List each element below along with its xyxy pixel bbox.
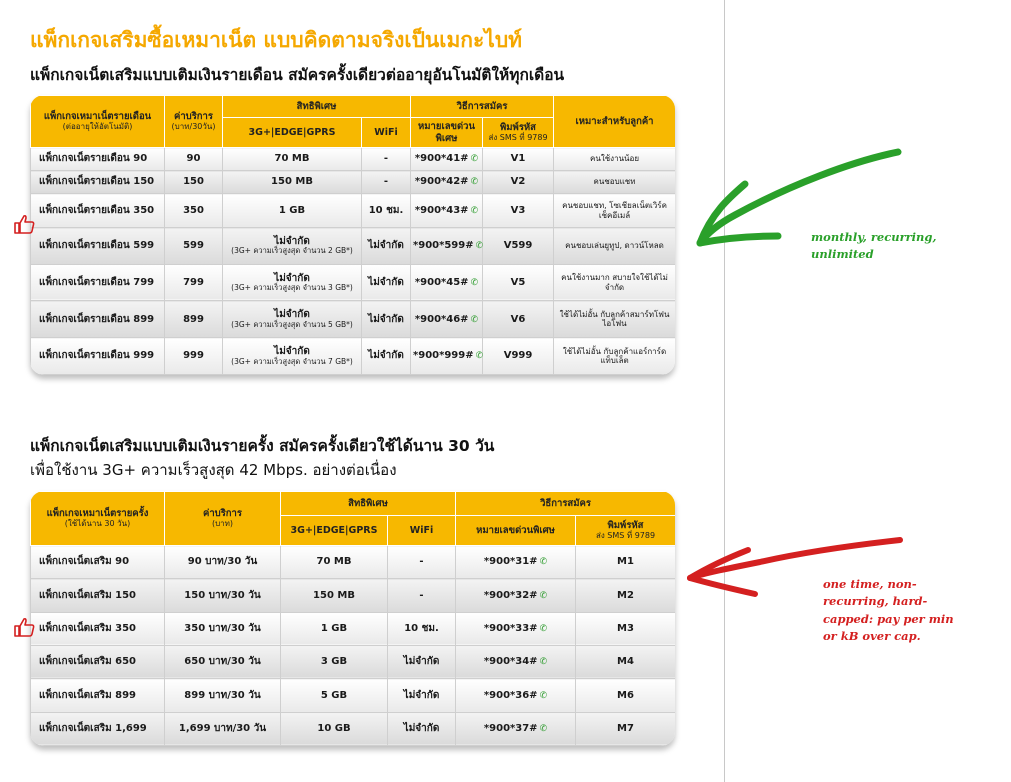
code-text: *900*31# <box>483 556 538 568</box>
phone-icon: ✆ <box>539 724 548 735</box>
package-name: แพ็กเกจเน็ตเสริม 350 <box>31 612 165 645</box>
phone-icon: ✆ <box>539 590 548 601</box>
package-name: แพ็กเกจเน็ตเสริม 150 <box>31 579 165 612</box>
package-code <box>456 645 576 678</box>
data-amount: 1 GB <box>278 204 306 216</box>
package-name: แพ็กเกจเน็ตเสริม 90 <box>31 546 165 579</box>
code-text: *900*43# <box>414 204 469 216</box>
suitable-text: คนชอบเล่นยูทูป, ดาวน์โหลด <box>565 241 664 251</box>
code-text: *900*999# <box>413 350 474 362</box>
package-fee: 150 บาท/30 วัน <box>165 579 281 612</box>
green-annotation-text: monthly, recurring, unlimited <box>811 230 937 262</box>
suitable-text: ใช้ได้ไม่อั้น กับลูกค้าสมาร์ทโฟน <box>559 310 670 320</box>
package-fee: 899 บาท/30 วัน <box>165 679 281 712</box>
package-sms: M4 <box>576 645 675 678</box>
header-speed: 3G+|EDGE|GPRS <box>281 516 388 546</box>
package-sms: M1 <box>576 546 675 579</box>
package-code <box>411 301 483 338</box>
package-suitable <box>554 171 675 194</box>
package-fee: 999 <box>165 338 223 375</box>
header-apply: วิธีการสมัคร <box>456 492 675 516</box>
package-name: แพ็กเกจเน็ตรายเดือน 90 <box>31 148 165 171</box>
header-package: แพ็กเกจเหมาเน็ตรายครั้ง (ใช้ได้นาน 30 วัน) <box>31 492 165 546</box>
package-suitable <box>554 301 675 338</box>
suitable-text: คนใช้งานน้อย <box>590 154 639 164</box>
package-data <box>223 264 362 301</box>
header-suitable: เหมาะสำหรับลูกค้า <box>554 96 675 148</box>
header-speed: 3G+|EDGE|GPRS <box>223 118 362 148</box>
header-fee: ค่าบริการ (บาท) <box>165 492 281 546</box>
package-code <box>411 228 483 265</box>
package-data <box>223 338 362 375</box>
suitable-text: คนชอบแชท <box>593 177 636 187</box>
package-code <box>411 171 483 194</box>
section1-heading: แพ็กเกจเน็ตเสริมแบบเติมเงินรายเดือน สมัครครั้งเดียวต่ออายุอันโนมัติให้ทุกเดือน <box>30 66 565 84</box>
package-code <box>456 679 576 712</box>
package-name: แพ็กเกจเน็ตรายเดือน 799 <box>31 264 165 301</box>
package-wifi: ไม่จำกัด <box>388 645 456 678</box>
package-fee: 350 บาท/30 วัน <box>165 612 281 645</box>
package-fee: 350 <box>165 194 223 228</box>
package-sms: V5 <box>483 264 554 301</box>
code-text: *900*33# <box>483 623 538 635</box>
table-row <box>31 194 676 228</box>
package-wifi: ไม่จำกัด <box>362 301 411 338</box>
package-sms: M7 <box>576 712 675 745</box>
code-text: *900*37# <box>483 723 538 735</box>
data-amount: ไม่จำกัด <box>274 346 310 358</box>
data-amount: ไม่จำกัด <box>274 272 310 284</box>
package-name: แพ็กเกจเน็ตเสริม 1,699 <box>31 712 165 745</box>
package-name: แพ็กเกจเน็ตรายเดือน 599 <box>31 228 165 265</box>
page-divider-line <box>724 0 725 782</box>
package-suitable <box>554 338 675 375</box>
phone-icon: ✆ <box>539 657 548 668</box>
section2-heading: แพ็กเกจเน็ตเสริมแบบเติมเงินรายครั้ง สมัครครั้งเดียวใช้ได้นาน 30 วัน <box>30 437 495 455</box>
package-suitable <box>554 264 675 301</box>
package-code <box>411 264 483 301</box>
package-sms: V599 <box>483 228 554 265</box>
code-text: *900*46# <box>414 313 469 325</box>
header-fee: ค่าบริการ (บาท/30วัน) <box>165 96 223 148</box>
package-data <box>223 301 362 338</box>
header-code: หมายเลขด่วนพิเศษ <box>411 118 483 148</box>
header-wifi: WiFi <box>362 118 411 148</box>
package-name: แพ็กเกจเน็ตรายเดือน 899 <box>31 301 165 338</box>
package-sms: M2 <box>576 579 675 612</box>
table-row <box>31 579 676 612</box>
package-sms: V6 <box>483 301 554 338</box>
code-text: *900*42# <box>414 176 469 188</box>
header-wifi: WiFi <box>388 516 456 546</box>
phone-icon: ✆ <box>475 351 484 362</box>
package-wifi: ไม่จำกัด <box>388 712 456 745</box>
package-code <box>411 338 483 375</box>
package-code <box>456 546 576 579</box>
suitable-text: แท็บเล็ต <box>600 356 629 366</box>
code-text: *900*599# <box>413 240 474 252</box>
package-code <box>456 579 576 612</box>
monthly-package-table <box>30 95 675 375</box>
data-note: (3G+ ความเร็วสูงสุด จำนวน 7 GB*) <box>231 356 353 366</box>
data-note: (3G+ ความเร็วสูงสุด จำนวน 3 GB*) <box>231 283 353 293</box>
code-text: *900*32# <box>483 589 538 601</box>
suitable-text: คนใช้งานมาก สบายใจใช้ได้ไม่จำกัด <box>561 273 668 292</box>
package-sms: M6 <box>576 679 675 712</box>
package-sms: V1 <box>483 148 554 171</box>
data-amount: 70 MB <box>274 153 310 165</box>
header-package: แพ็กเกจเหมาเน็ตรายเดือน (ต่ออายุให้อัตโนมัติ) <box>31 96 165 148</box>
code-text: *900*36# <box>483 689 538 701</box>
package-code <box>411 194 483 228</box>
package-data <box>223 228 362 265</box>
package-wifi: ไม่จำกัด <box>388 679 456 712</box>
phone-icon: ✆ <box>470 205 479 216</box>
table-row <box>31 612 676 645</box>
data-amount: ไม่จำกัด <box>274 235 310 247</box>
one-time-package-table <box>30 491 675 746</box>
package-data: 150 MB <box>281 579 388 612</box>
table-row <box>31 301 676 338</box>
suitable-text: คนชอบแชท, โซเชียลเน็ตเวิร์ค <box>562 201 667 211</box>
package-data: 70 MB <box>281 546 388 579</box>
phone-icon: ✆ <box>470 177 479 188</box>
package-name: แพ็กเกจเน็ตเสริม 899 <box>31 679 165 712</box>
code-text: *900*34# <box>483 656 538 668</box>
phone-icon: ✆ <box>475 241 484 252</box>
suitable-text: เช็คอีเมล์ <box>598 210 631 220</box>
header-privileges: สิทธิพิเศษ <box>223 96 411 118</box>
package-data <box>223 171 362 194</box>
package-data: 5 GB <box>281 679 388 712</box>
package-suitable <box>554 194 675 228</box>
package-name: แพ็กเกจเน็ตรายเดือน 150 <box>31 171 165 194</box>
package-data: 1 GB <box>281 612 388 645</box>
package-data: 10 GB <box>281 712 388 745</box>
thumbs-up-icon <box>13 617 35 637</box>
data-amount: ไม่จำกัด <box>274 309 310 321</box>
table-row <box>31 148 676 171</box>
package-wifi: ไม่จำกัด <box>362 338 411 375</box>
header-sms: พิมพ์รหัส ส่ง SMS ที่ 9789 <box>483 118 554 148</box>
phone-icon: ✆ <box>539 557 548 568</box>
phone-icon: ✆ <box>470 277 479 288</box>
table-row <box>31 264 676 301</box>
phone-icon: ✆ <box>470 314 479 325</box>
table-row <box>31 645 676 678</box>
data-note: (3G+ ความเร็วสูงสุด จำนวน 5 GB*) <box>231 319 353 329</box>
header-sms: พิมพ์รหัส ส่ง SMS ที่ 9789 <box>576 516 675 546</box>
package-name: แพ็กเกจเน็ตรายเดือน 350 <box>31 194 165 228</box>
package-suitable <box>554 148 675 171</box>
section2-subheading: เพื่อใช้งาน 3G+ ความเร็วสูงสุด 42 Mbps. อย่างต่อเนื่อง <box>30 461 397 479</box>
package-fee: 650 บาท/30 วัน <box>165 645 281 678</box>
red-annotation-text: one time, non- recurring, hard- capped: pay per min or kB over cap. <box>823 577 954 643</box>
package-fee: 799 <box>165 264 223 301</box>
data-note: (3G+ ความเร็วสูงสุด จำนวน 2 GB*) <box>231 246 353 256</box>
package-fee: 150 <box>165 171 223 194</box>
suitable-text: ใช้ได้ไม่อั้น กับลูกค้าแอร์การ์ด <box>562 346 667 356</box>
package-sms: V2 <box>483 171 554 194</box>
package-code <box>411 148 483 171</box>
table-row <box>31 546 676 579</box>
package-wifi: ไม่จำกัด <box>362 228 411 265</box>
table-row <box>31 338 676 375</box>
package-name: แพ็กเกจเน็ตรายเดือน 999 <box>31 338 165 375</box>
page-title: แพ็กเกจเสริมซื้อเหมาเน็ต แบบคิดตามจริงเป็นเมกะไบท์ <box>30 28 523 52</box>
package-wifi: 10 ชม. <box>362 194 411 228</box>
package-wifi: - <box>362 148 411 171</box>
package-fee: 1,699 บาท/30 วัน <box>165 712 281 745</box>
header-code: หมายเลขด่วนพิเศษ <box>456 516 576 546</box>
package-fee: 90 <box>165 148 223 171</box>
package-wifi: - <box>388 546 456 579</box>
package-wifi: - <box>388 579 456 612</box>
phone-icon: ✆ <box>539 624 548 635</box>
package-data <box>223 148 362 171</box>
header-privileges: สิทธิพิเศษ <box>281 492 456 516</box>
table-row <box>31 679 676 712</box>
table-row <box>31 228 676 265</box>
package-code <box>456 612 576 645</box>
package-code <box>456 712 576 745</box>
package-name: แพ็กเกจเน็ตเสริม 650 <box>31 645 165 678</box>
package-fee: 90 บาท/30 วัน <box>165 546 281 579</box>
thumbs-up-icon <box>13 214 35 234</box>
package-wifi: ไม่จำกัด <box>362 264 411 301</box>
package-suitable <box>554 228 675 265</box>
package-data: 3 GB <box>281 645 388 678</box>
code-text: *900*45# <box>414 276 469 288</box>
phone-icon: ✆ <box>470 154 479 165</box>
suitable-text: ไอโฟน <box>602 319 627 329</box>
table-row <box>31 171 676 194</box>
package-sms: V3 <box>483 194 554 228</box>
data-amount: 150 MB <box>271 176 313 188</box>
package-wifi: - <box>362 171 411 194</box>
phone-icon: ✆ <box>539 690 548 701</box>
header-apply: วิธีการสมัคร <box>411 96 554 118</box>
package-fee: 599 <box>165 228 223 265</box>
package-sms: M3 <box>576 612 675 645</box>
package-fee: 899 <box>165 301 223 338</box>
package-sms: V999 <box>483 338 554 375</box>
code-text: *900*41# <box>414 153 469 165</box>
package-wifi: 10 ชม. <box>388 612 456 645</box>
table-row <box>31 712 676 745</box>
package-data <box>223 194 362 228</box>
